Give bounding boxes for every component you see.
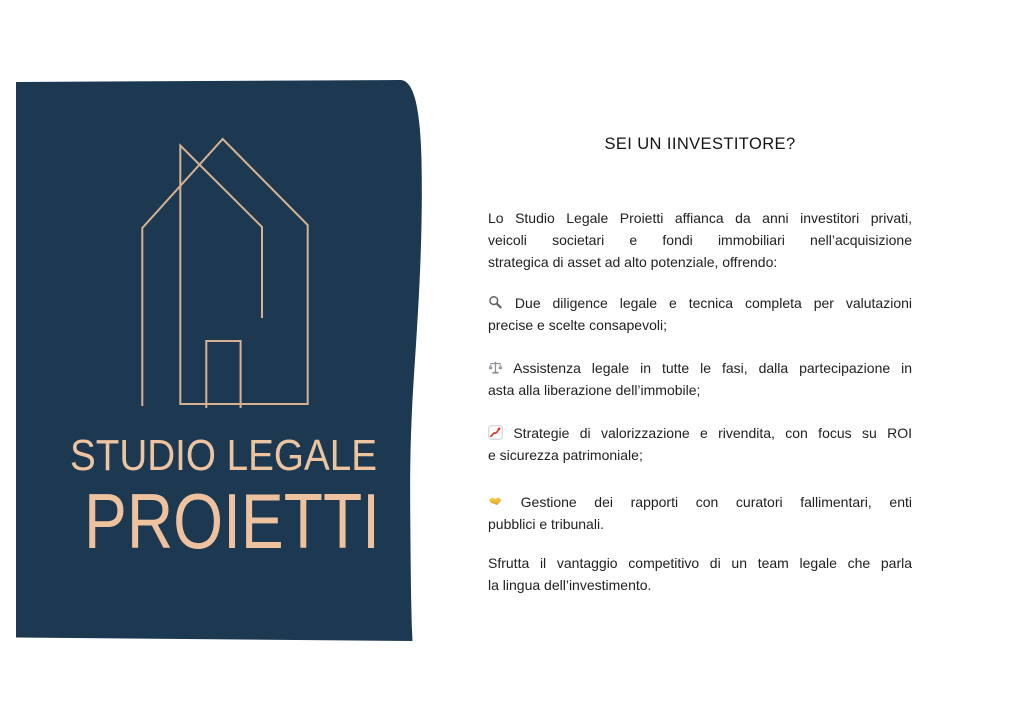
bullet-text: Assistenza legale in tutte le fasi, dalla partecipazione in [513,360,912,376]
bullet-line [488,379,912,401]
brand-panel [0,0,460,724]
bullet-strategie [488,422,912,466]
page-title: SEI UN IINVESTITORE? [604,135,796,153]
wordmark-line2: PROIETTI [84,477,380,565]
bullet-line [488,292,912,314]
bullet-text: e sicurezza patrimoniale; [488,447,643,463]
bullet-line [488,357,912,379]
bullet-line [488,314,912,336]
bullet-line [488,422,912,444]
bullet-text: Gestione dei rapporti con curatori fallimentari, enti [520,494,913,510]
bullet-text: asta alla liberazione dell’immobile; [488,382,701,398]
bullet-line [488,513,912,535]
closing-line: Sfrutta il vantaggio competitivo di un team legale che parla [488,555,912,571]
bullet-line [488,491,912,513]
magnifier-icon [488,295,503,310]
intro-line: Lo Studio Legale Proietti affianca da anni investitori privati, [488,210,912,226]
content-column [488,0,912,724]
scales-icon [488,360,503,375]
bullet-line [488,444,912,466]
bullet-due-diligence [488,292,912,336]
wordmark-line1: STUDIO LEGALE [70,431,377,480]
bullet-text: pubblici e tribunali. [488,516,604,532]
closing-line: la lingua dell’investimento. [488,577,652,593]
chart-up-icon [488,425,503,440]
intro-line: veicoli societari e fondi immobiliari nell’acquisizione [488,232,912,248]
intro-line: strategica di asset ad alto potenziale, offrendo: [488,254,778,270]
bullet-text: Strategie di valorizzazione e rivendita, con focus su ROI [513,425,913,441]
handshake-icon [488,494,503,509]
intro-paragraph [488,207,912,273]
bullet-text: precise e scelte consapevoli; [488,317,667,333]
bullet-text: Due diligence legale e tecnica completa per valutazioni [514,295,913,311]
closing-paragraph [488,552,912,596]
bullet-gestione-rapporti [488,491,912,535]
bullet-assistenza-legale [488,357,912,401]
